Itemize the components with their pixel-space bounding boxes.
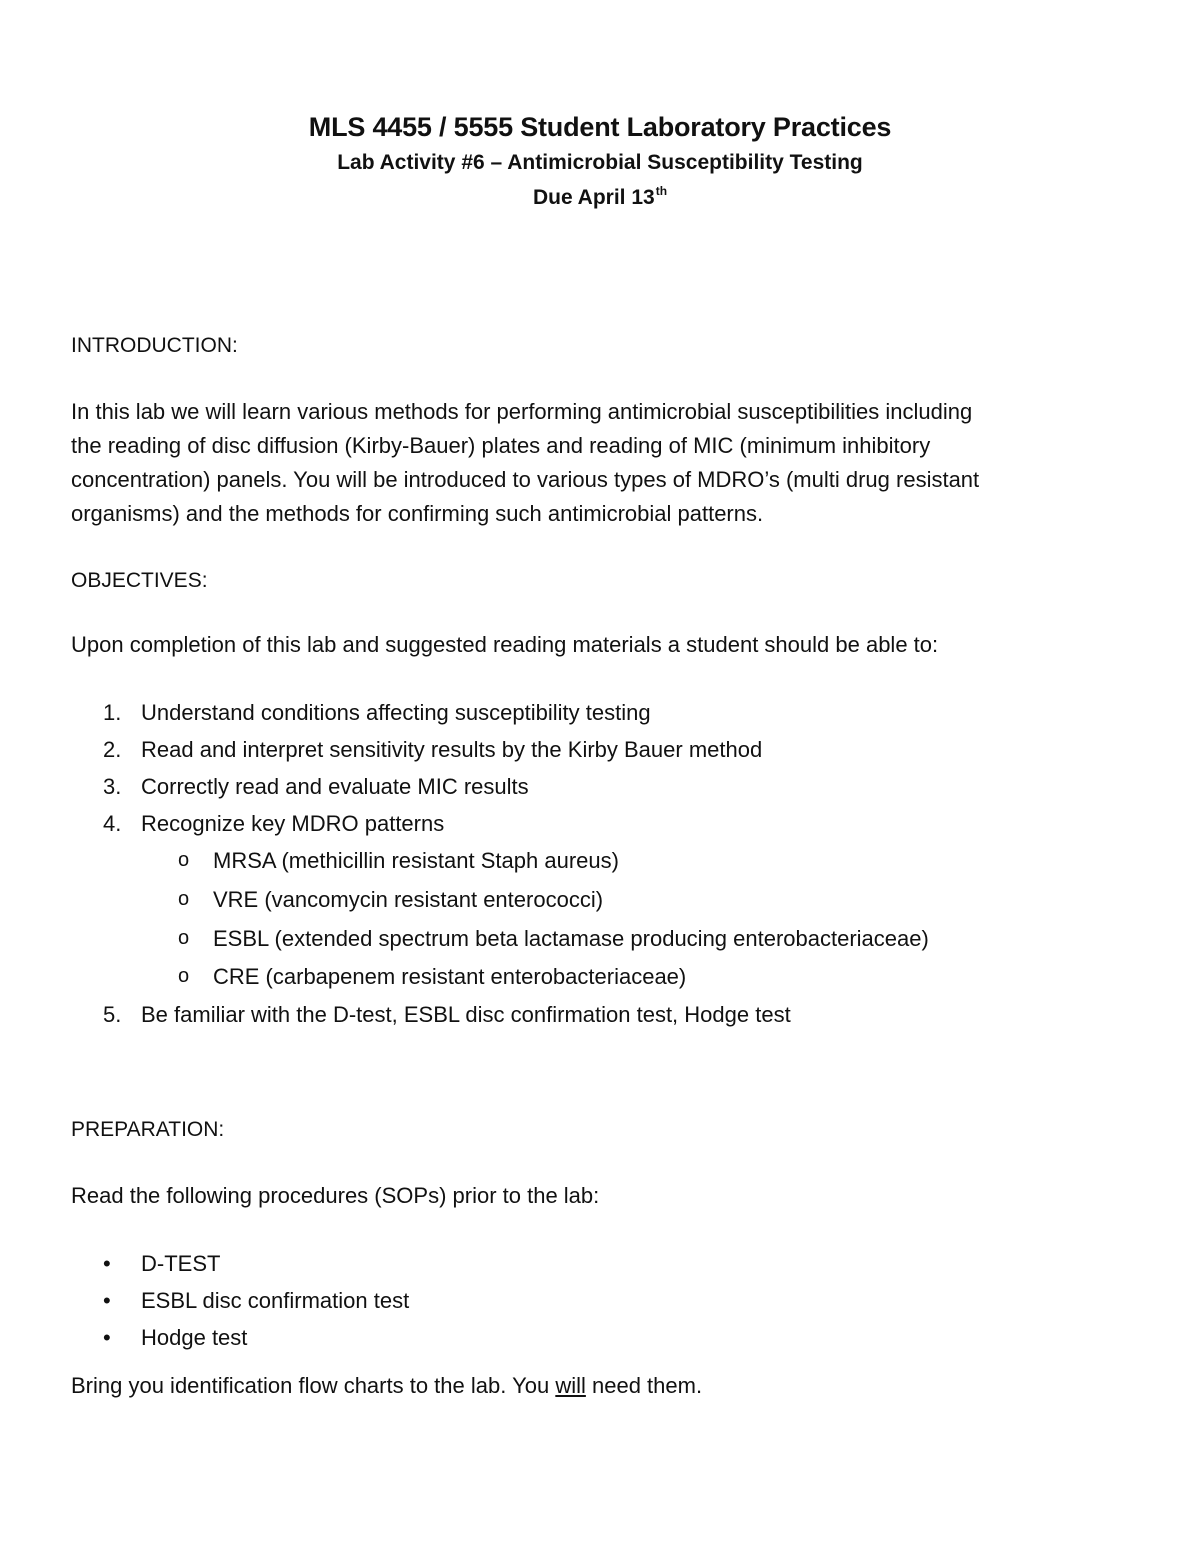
objective-number: 5. — [103, 1002, 122, 1027]
introduction-paragraph — [71, 395, 1141, 531]
objective-text: Recognize key MDRO patterns — [141, 811, 445, 836]
circle-bullet-icon: o — [178, 927, 190, 949]
introduction-heading: INTRODUCTION: — [71, 334, 238, 357]
bullet-icon: • — [103, 1288, 111, 1313]
objective-number: 3. — [103, 774, 122, 799]
circle-bullet-icon: o — [178, 965, 190, 987]
mdro-subitem-text: MRSA (methicillin resistant Staph aureus) — [213, 848, 619, 873]
due-date-text: Due April 13 — [532, 186, 655, 209]
objective-number: 4. — [103, 811, 122, 836]
objective-number: 1. — [103, 700, 122, 725]
circle-bullet-icon: o — [178, 888, 190, 910]
closing-text-emphasis: will — [555, 1373, 586, 1398]
objective-text: Understand conditions affecting susceptibility testing — [141, 700, 651, 725]
preparation-closing — [71, 1373, 1141, 1399]
objectives-heading: OBJECTIVES: — [71, 569, 208, 592]
bullet-icon: • — [103, 1251, 111, 1276]
course-title: MLS 4455 / 5555 Student Laboratory Practices — [308, 112, 892, 142]
mdro-subitem-text: VRE (vancomycin resistant enterococci) — [213, 887, 604, 912]
introduction-line: the reading of disc diffusion (Kirby-Bauer) plates and reading of MIC (minimum inhibitory — [71, 433, 931, 458]
mdro-subitem-text: CRE (carbapenem resistant enterobacteriaceae) — [213, 964, 687, 989]
introduction-line: organisms) and the methods for confirming such antimicrobial patterns. — [71, 501, 764, 526]
closing-text-start: Bring you identification flow charts to the lab. You — [71, 1373, 556, 1398]
sop-item-text: D-TEST — [141, 1251, 221, 1276]
sop-item-text: ESBL disc confirmation test — [141, 1288, 410, 1313]
objectives-lead: Upon completion of this lab and suggested reading materials a student should be able to: — [71, 632, 939, 657]
due-date-suffix: th — [655, 184, 668, 198]
circle-bullet-icon: o — [178, 849, 190, 871]
due-date — [0, 186, 1200, 210]
closing-text-end: need them. — [585, 1373, 703, 1398]
objective-text: Be familiar with the D-test, ESBL disc confirmation test, Hodge test — [141, 1002, 791, 1027]
introduction-line: In this lab we will learn various methods for performing antimicrobial susceptibilities including — [71, 399, 973, 424]
activity-title: Lab Activity #6 – Antimicrobial Susceptibility Testing — [337, 151, 863, 174]
objective-number: 2. — [103, 737, 122, 762]
bullet-icon: • — [103, 1325, 111, 1350]
objective-text: Correctly read and evaluate MIC results — [141, 774, 529, 799]
sop-item-text: Hodge test — [141, 1325, 248, 1350]
introduction-line: concentration) panels. You will be introduced to various types of MDRO’s (multi drug resistant — [71, 467, 980, 492]
preparation-heading: PREPARATION: — [71, 1118, 225, 1141]
preparation-lead: Read the following procedures (SOPs) prior to the lab: — [71, 1183, 600, 1208]
mdro-subitem-text: ESBL (extended spectrum beta lactamase producing enterobacteriaceae) — [213, 926, 929, 951]
objective-text: Read and interpret sensitivity results by the Kirby Bauer method — [141, 737, 763, 762]
